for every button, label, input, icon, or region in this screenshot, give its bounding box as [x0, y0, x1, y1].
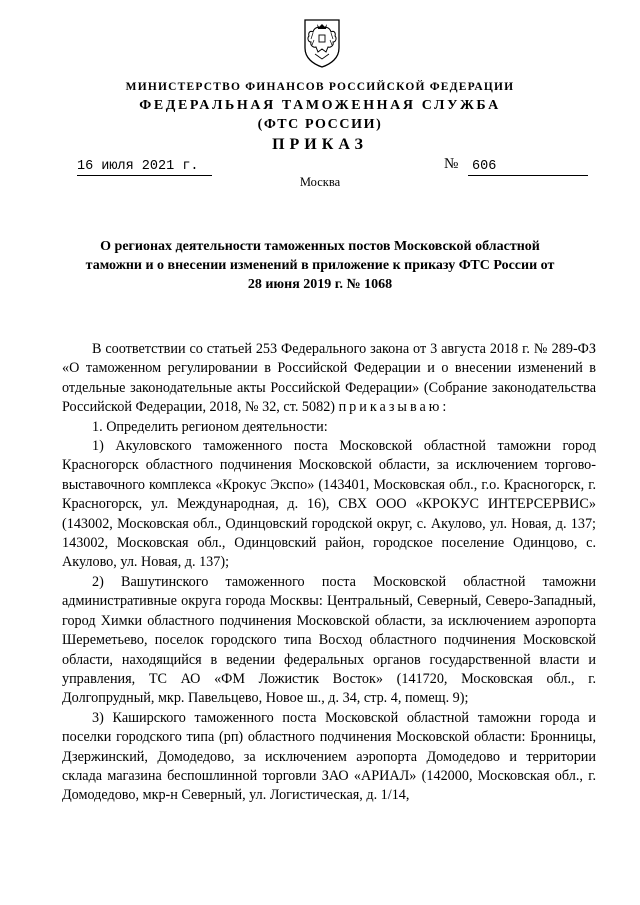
order-word: приказываю: — [338, 399, 450, 416]
service-abbreviation: (ФТС РОССИИ) — [257, 117, 383, 132]
document-type: ПРИКАЗ — [272, 136, 368, 153]
coat-of-arms-russia-icon — [301, 18, 343, 68]
subitem-2: 2) Вашутинского таможенного поста Московской областной таможни административные округа города Москвы: Центральный, Северный, Северо-Западный, город Химки областного подчинения Московской области, за исключением аэропорта Шереметьево, поселок городского типа Восход областного подчинения Московской области, находящийся в ведении федеральных органов государственной власти и управления, ТС АО «ФМ Ложистик Восток» (141720, Московская обл., г. Долгопрудный, мкр. Павельцево, Новое ш., д. 34, стр. 4, помещ. 9); — [62, 573, 596, 707]
document-body — [62, 340, 596, 806]
subitem-3: 3) Каширского таможенного поста Московской областной таможни города и поселки городского типа (рп) областного подчинения Московской области: Бронницы, Дзержинский, Домодедово, за исключением аэропорта Домодедово и территории склада магазина беспошлинной торговли ЗАО «АРИАЛ» (142000, Московская обл., г. Домодедово, мкр-н Северный, ул. Логистическая, д. 1/14, — [62, 709, 596, 804]
intro-text: В соответствии со статьей 253 Федерального закона от 3 августа 2018 г. № 289-ФЗ «О таможенном регулировании в Российской Федерации и о внесении изменений в отдельные законодательные акты Российской Федерации» (Собрание законодательства Российской Федерации, 2018, № 32, ст. 5082) — [62, 341, 596, 416]
order-number-label: № — [444, 156, 459, 172]
city: Москва — [299, 175, 341, 189]
document-title: О регионах деятельности таможенных постов Московской областной таможни и о внесении изменений в приложение к приказу ФТС России от 28 июня 2019 г. № 1068 — [85, 239, 555, 292]
order-number: 606 — [468, 158, 588, 176]
service-name: ФЕДЕРАЛЬНАЯ ТАМОЖЕННАЯ СЛУЖБА — [139, 98, 501, 113]
order-date: 16 июля 2021 г. — [77, 158, 212, 176]
ministry-name: МИНИСТЕРСТВО ФИНАНСОВ РОССИЙСКОЙ ФЕДЕРАЦИИ — [125, 81, 515, 93]
intro-paragraph — [62, 340, 596, 418]
item-1: 1. Определить регионом деятельности: — [92, 418, 328, 435]
subitem-1: 1) Акуловского таможенного поста Московской областной таможни город Красногорск областного подчинения Московской области, за исключением торгово-выставочного комплекса «Крокус Экспо» (143401, Московская обл., г.о. Красногорск, г. Красногорск, ул. Международная, д. 16), СВХ ООО «КРОКУС ИНТЕРСЕРВИС» (143002, Московская обл., Одинцовский городской округ, с. Акулово, ул. Новая, д. 137; 143002, Московская обл., Одинцовский район, городское поселение Одинцово, с. Акулово, ул. Новая, д. 137); — [62, 438, 596, 571]
